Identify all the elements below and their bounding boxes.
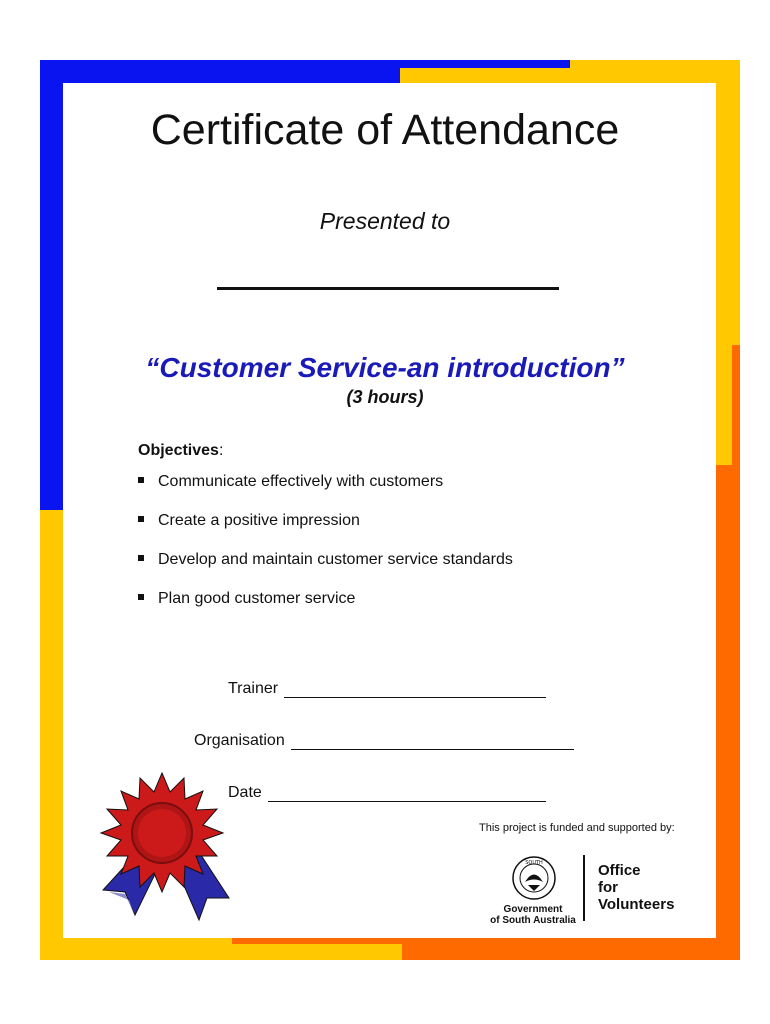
bullet-icon: [138, 555, 144, 561]
trainer-signature-line: [284, 683, 546, 698]
gov-line-2: of South Australia: [490, 915, 576, 926]
south-australia-crest-icon: [511, 855, 557, 903]
ofv-line-2: for: [598, 879, 618, 896]
objective-text: Develop and maintain customer service standards: [158, 551, 513, 568]
gov-line-1: Government: [503, 904, 563, 915]
objective-item: [138, 512, 360, 530]
funding-statement: This project is funded and supported by:: [479, 822, 675, 834]
objective-text: Create a positive impression: [158, 512, 360, 529]
sponsor-logo: [486, 855, 686, 925]
objective-item: [138, 473, 443, 491]
presented-to-label: Presented to: [319, 208, 451, 234]
objective-text: Communicate effectively with customers: [158, 473, 444, 490]
course-duration: (3 hours): [346, 387, 424, 407]
organisation-line: [291, 735, 574, 750]
objectives-colon: :: [218, 442, 224, 459]
organisation-field: [194, 732, 574, 750]
organisation-label: Organisation: [194, 732, 285, 749]
objectives-heading: [138, 442, 223, 460]
bullet-icon: [138, 516, 144, 522]
recipient-name-line: [217, 287, 559, 290]
award-rosette-icon: [95, 770, 235, 930]
bullet-icon: [138, 594, 144, 600]
objective-text: Plan good customer service: [158, 590, 356, 607]
date-line: [268, 787, 546, 802]
objectives-heading-text: Objectives: [138, 442, 219, 459]
ofv-line-3: Volunteers: [598, 896, 675, 913]
course-title: “Customer Service-an introduction”: [145, 352, 625, 383]
svg-text:SOUTH: SOUTH: [525, 860, 543, 866]
gov-sa-wordmark: [486, 904, 580, 926]
date-field: [228, 784, 546, 802]
ofv-line-1: Office: [598, 862, 641, 879]
trainer-label: Trainer: [228, 680, 279, 697]
bullet-icon: [138, 477, 144, 483]
objective-item: [138, 590, 355, 608]
objective-item: [138, 551, 513, 569]
office-for-volunteers-wordmark: [598, 862, 674, 913]
date-label: Date: [228, 784, 262, 801]
certificate-title: Certificate of Attendance: [150, 106, 620, 154]
trainer-field: [228, 680, 546, 698]
logo-divider: [583, 855, 585, 921]
